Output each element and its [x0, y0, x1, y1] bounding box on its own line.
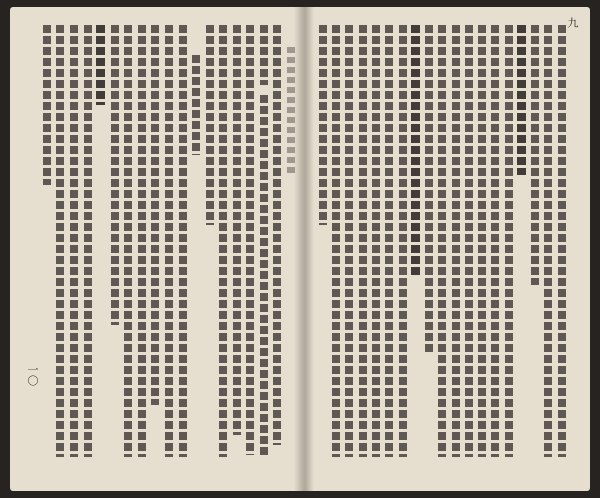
left-page-number: 一〇 — [26, 364, 39, 386]
body-text-run — [219, 25, 227, 457]
body-text-run — [56, 25, 64, 457]
body-text-run — [165, 25, 173, 457]
text-column — [272, 25, 282, 457]
body-text-run — [192, 55, 200, 155]
text-column — [477, 25, 486, 457]
text-column — [398, 25, 407, 457]
body-text-run — [43, 25, 51, 185]
body-text-run — [359, 25, 367, 457]
text-column — [191, 25, 201, 457]
body-text-run — [478, 25, 486, 457]
text-column — [464, 25, 473, 457]
text-column — [245, 25, 255, 457]
body-text-run — [138, 25, 146, 457]
body-text-run — [179, 25, 187, 457]
right-text-block — [318, 25, 566, 457]
text-column — [504, 25, 513, 457]
text-column — [358, 25, 367, 457]
section-heading-text — [411, 25, 420, 275]
body-text-run — [84, 25, 92, 457]
text-column — [543, 25, 552, 457]
body-text-run — [273, 25, 281, 445]
text-column — [424, 25, 433, 457]
body-text-run — [111, 25, 119, 325]
body-text-run — [345, 25, 353, 457]
section-heading-text — [96, 25, 105, 105]
body-text-run — [151, 25, 159, 405]
text-column — [55, 25, 65, 457]
text-column — [218, 25, 228, 457]
left-text-block — [42, 25, 282, 457]
text-column — [110, 25, 120, 457]
section-heading-text — [517, 25, 526, 175]
body-text-run — [531, 25, 539, 285]
body-text-run — [558, 25, 566, 457]
body-text-run — [491, 25, 499, 457]
text-column — [259, 25, 269, 457]
text-column — [371, 25, 380, 457]
text-column — [150, 25, 160, 457]
body-text-run — [246, 25, 254, 455]
text-column — [384, 25, 393, 457]
text-column — [557, 25, 566, 457]
right-page — [304, 7, 590, 491]
text-column — [331, 25, 340, 457]
book-spread — [10, 7, 590, 491]
text-column — [517, 25, 526, 457]
text-column — [490, 25, 499, 457]
body-text-run — [260, 95, 268, 455]
body-text-run — [260, 25, 268, 85]
body-text-run — [544, 25, 552, 457]
text-column — [232, 25, 242, 457]
text-column — [137, 25, 147, 457]
body-text-run — [233, 25, 241, 435]
text-column — [42, 25, 52, 457]
body-text-run — [452, 25, 460, 457]
body-text-run — [372, 25, 380, 457]
text-column — [205, 25, 215, 457]
text-column — [318, 25, 327, 457]
text-column — [96, 25, 106, 457]
body-text-run — [425, 25, 433, 355]
body-text-run — [124, 25, 132, 457]
text-column — [178, 25, 188, 457]
body-text-run — [399, 25, 407, 457]
text-column — [411, 25, 420, 457]
right-page-number: 九 — [566, 17, 579, 28]
text-column — [451, 25, 460, 457]
text-column — [69, 25, 79, 457]
body-text-run — [332, 25, 340, 457]
text-column — [437, 25, 446, 457]
body-text-run — [438, 25, 446, 457]
text-column — [123, 25, 133, 457]
body-text-run — [319, 25, 327, 225]
text-column — [530, 25, 539, 457]
body-text-run — [385, 25, 393, 457]
left-page — [10, 7, 301, 491]
text-column — [344, 25, 353, 457]
text-column — [83, 25, 93, 457]
body-text-run — [206, 25, 214, 225]
body-text-run — [465, 25, 473, 457]
body-text-run — [505, 25, 513, 457]
body-text-run — [70, 25, 78, 457]
text-column — [164, 25, 174, 457]
